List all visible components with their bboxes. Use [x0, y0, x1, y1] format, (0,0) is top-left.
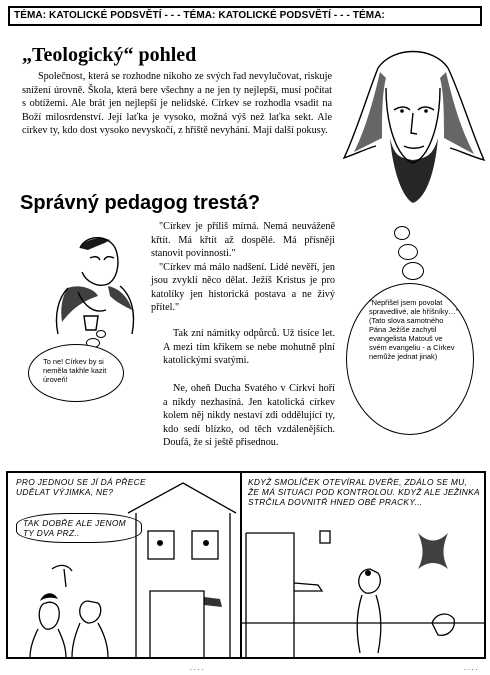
- footer-right: . . . .: [464, 665, 478, 672]
- flower-1: [157, 540, 163, 546]
- reply-2: Ne, oheň Ducha Svatého v Církvi hoří a nikdy nezhasíná. Jen katolická církev kolem něj nikdy nestaví zdi oddělující ty, kdo sedí blízko, od těch vzdálenějších. Doufá, že si ještě přisednou.: [163, 383, 335, 448]
- girl-hair: [40, 593, 58, 601]
- hair-shade-right: [440, 72, 474, 154]
- boy-hair-dots: [365, 570, 371, 576]
- jesus-illustration: [338, 38, 488, 228]
- thought-bubble-right-1: [394, 226, 410, 240]
- hair: [80, 238, 110, 250]
- panel1-speech: TAK DOBŘE ALE JENOM TY DVA PRZ..: [16, 513, 142, 543]
- eye-pupil-right: [424, 109, 428, 113]
- thought-bubble-right-2: [398, 244, 418, 260]
- panel2-caption: KDYŽ SMOLÍČEK OTEVÍRAL DVEŘE, ZDÁLO SE MU, ŽE MÁ SITUACI POD KONTROLOU. KDYŽ ALE JEŽINKA STRČILA DOVNITŘ HNED OBĚ PRACKY...: [248, 477, 480, 507]
- bat: [418, 533, 448, 569]
- girl-body: [30, 629, 66, 657]
- cloud-left-text: To ne! Církev by si neměla takhle kazit úroveň!: [43, 357, 107, 384]
- footer-left: . . . .: [190, 665, 204, 672]
- cloud-right-text: "Nepřišel jsem povolat spravedlivé, ale hříšníky…" (Tato slova samotného Pána Ježíše zachytil evangelista Matouš ve svém evangeliu - a Církev nemůže jednat jinak): [369, 298, 459, 361]
- wall-picture: [320, 531, 330, 543]
- quote-2: "Církev má málo nadšení. Lidé nevěří, jen jsou zvyklí něco dělat. Ježíš Kristus je pro katolíky jen historická postava a ne živý přítel.": [151, 261, 335, 313]
- man-illustration: [38, 226, 150, 338]
- cup: [84, 316, 98, 330]
- nose: [411, 113, 417, 134]
- article2-title: Správný pedagog trestá?: [20, 192, 261, 214]
- thought-bubble-small: [96, 330, 106, 338]
- flower-2: [203, 540, 209, 546]
- cloud-right: [346, 283, 474, 435]
- boy-body-2: [357, 595, 381, 653]
- panel2-drawing: [242, 473, 486, 657]
- witch-hands: [294, 583, 322, 591]
- house-roof: [128, 483, 236, 513]
- bird: [52, 565, 72, 587]
- panel1-caption: PRO JEDNOU SE JÍ DÁ PŘECE UDĚLAT VÝJIMKA, NE?: [16, 477, 146, 497]
- glasses: [90, 257, 114, 260]
- hair-shade-left: [354, 72, 386, 152]
- topic-bar: TÉMA: KATOLICKÉ PODSVĚTÍ - - - TÉMA: KATOLICKÉ PODSVĚTÍ - - - TÉMA:: [8, 6, 482, 26]
- toy-horse: [432, 614, 454, 635]
- article2-quotes: [151, 220, 335, 315]
- boy-head: [80, 601, 101, 623]
- panel1-drawing: [8, 473, 240, 657]
- article2-replies: [163, 327, 335, 368]
- room-door: [246, 533, 294, 657]
- boy-body: [72, 623, 108, 657]
- mouth: [404, 146, 424, 148]
- witch-arm: [204, 597, 222, 607]
- comic-strip: [6, 471, 486, 659]
- reply-1: Tak zní námitky odpůrců. Už tisíce let. A mezi tím křikem se nebe mohutně plní katolickými svatými.: [163, 328, 335, 366]
- cloud-left: [28, 344, 124, 402]
- eye-pupil-left: [400, 109, 404, 113]
- quote-1: "Církev je příliš mírná. Nemá neuváženě křtít. Má křtít až dospělé. Má přísněji stanovit povinnosti.": [151, 221, 335, 259]
- girl-head: [39, 602, 59, 629]
- article1-body: Společnost, která se rozhodne nikoho ze svých řad nevylučovat, riskuje snížení úrovně. Škola, která bere všechny a ne jen ty nejlepší, musí počítat s obtížemi. Ale brát jen nejlepší je nelidské. Církev se rozhodla vsadit na Boží milosrdenství. Její laťka je vysoko, možná výš než laťka sekt. Ale církev ty, kdo dost vysoko nevyskočí, z hřiště nevyhání. Mají další pokusy.: [22, 71, 332, 136]
- article1-title: „Teologický“ pohled: [22, 44, 197, 66]
- hair-top: [378, 52, 448, 69]
- thought-bubble-right-3: [402, 262, 424, 280]
- door: [150, 591, 204, 657]
